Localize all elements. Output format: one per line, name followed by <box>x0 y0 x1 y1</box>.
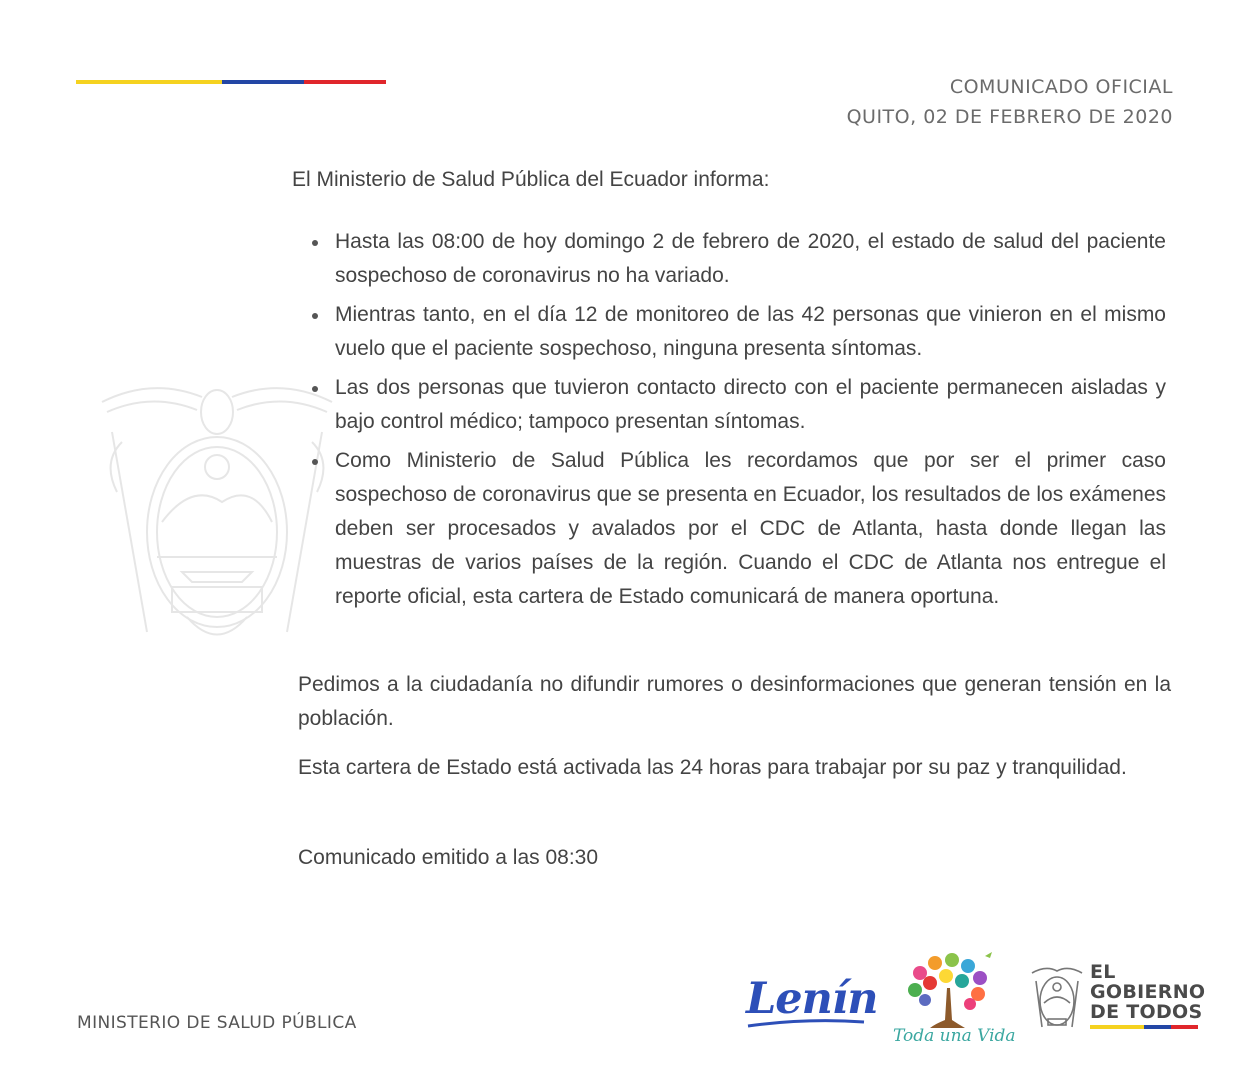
gobierno-flag-bar <box>1090 1025 1198 1029</box>
lenin-logo <box>746 974 877 1030</box>
bullet-dot-icon <box>312 459 318 465</box>
bullet-list <box>308 225 1166 619</box>
header-title: COMUNICADO OFICIAL <box>949 76 1173 98</box>
flag-blue-segment <box>222 80 304 84</box>
gobierno-de-todos-logo: EL GOBIERNO DE TODOS <box>1090 961 1206 1023</box>
flag-color-bar <box>76 80 386 84</box>
paragraph-emitido: Comunicado emitido a las 08:30 <box>298 846 599 869</box>
list-item: Hasta las 08:00 de hoy domingo 2 de febrero de 2020, el estado de salud del paciente sospechoso de coronavirus no ha variado. <box>308 225 1166 293</box>
ministry-name: MINISTERIO DE SALUD PÚBLICA <box>77 1013 357 1033</box>
government-crest-icon <box>1028 963 1086 1033</box>
bullet-dot-icon <box>312 386 318 392</box>
flag-red-segment <box>304 80 386 84</box>
flag-yellow-segment <box>76 80 222 84</box>
intro-text: El Ministerio de Salud Pública del Ecuador informa: <box>292 168 770 191</box>
list-item: Como Ministerio de Salud Pública les recordamos que por ser el primer caso sospechoso de coronavirus que se presenta en Ecuador, los resultados de los exámenes deben ser procesados y avalados por el CDC de Atlanta, hasta donde llegan las muestras de varios países de la región. Cuando el CDC de Atlanta nos entregue el reporte oficial, esta cartera de Estado comunicará de manera oportuna. <box>308 444 1166 614</box>
toda-una-vida-caption: Toda una Vida <box>893 1026 1016 1046</box>
coat-of-arms-watermark <box>92 372 342 657</box>
header-date: QUITO, 02 DE FEBRERO DE 2020 <box>846 106 1173 128</box>
list-item: Las dos personas que tuvieron contacto directo con el paciente permanecen aisladas y bajo control médico; tampoco presentan síntomas. <box>308 371 1166 439</box>
paragraph-rumores: Pedimos a la ciudadanía no difundir rumores o desinformaciones que generan tensión en la población. <box>298 673 1171 730</box>
list-item: Mientras tanto, en el día 12 de monitoreo de las 42 personas que vinieron en el mismo vuelo que el paciente sospechoso, ninguna presenta síntomas. <box>308 298 1166 366</box>
lenin-logo-text: Lenín <box>746 974 878 1024</box>
paragraph-activada: Esta cartera de Estado está activada las 24 horas para trabajar por su paz y tranquilidad. <box>298 756 1127 779</box>
bullet-dot-icon <box>312 240 318 246</box>
bullet-dot-icon <box>312 313 318 319</box>
document-header <box>847 72 1173 132</box>
